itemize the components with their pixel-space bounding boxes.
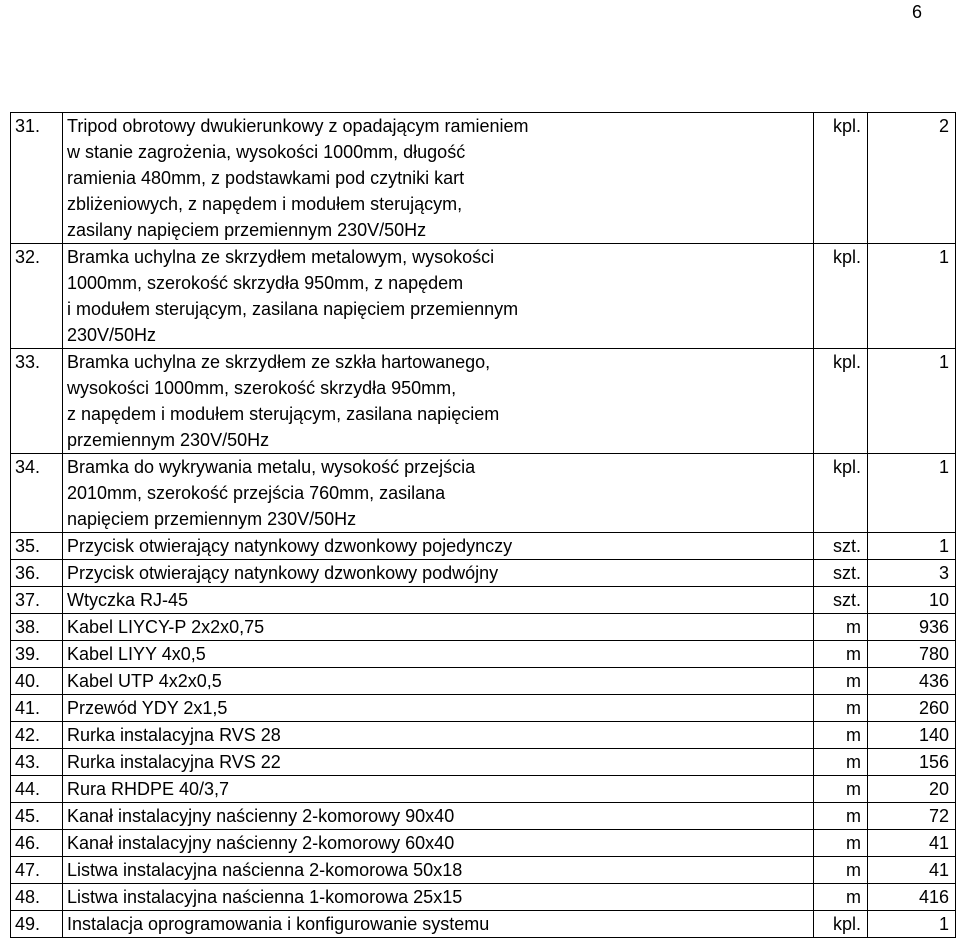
table-row <box>11 113 956 244</box>
items-table <box>10 112 956 938</box>
item-description-text: Kanał instalacyjny naścienny 2-komorowy 90x40 <box>67 806 455 826</box>
item-number-cell <box>11 454 63 533</box>
item-description-cell <box>63 113 814 244</box>
item-description-cell <box>63 749 814 776</box>
item-quantity-text: 436 <box>918 671 949 691</box>
item-number-text: 40. <box>15 671 41 691</box>
item-quantity-cell <box>868 749 956 776</box>
item-quantity-text: 41 <box>928 860 949 880</box>
table-row <box>11 722 956 749</box>
table-row <box>11 349 956 454</box>
item-number-text: 35. <box>15 536 41 556</box>
item-quantity-cell <box>868 244 956 349</box>
item-unit-text: m <box>846 698 861 718</box>
item-description-text: Kabel LIYCY-P 2x2x0,75 <box>67 617 265 637</box>
item-number-cell <box>11 614 63 641</box>
item-unit-text: kpl. <box>832 352 861 372</box>
item-number-text: 45. <box>15 806 41 826</box>
table-row <box>11 614 956 641</box>
table-row <box>11 668 956 695</box>
item-unit-cell <box>814 803 868 830</box>
item-description-text: Kabel LIYY 4x0,5 <box>67 644 206 664</box>
item-description-cell <box>63 641 814 668</box>
item-unit-text: m <box>846 833 861 853</box>
item-unit-cell <box>814 695 868 722</box>
item-unit-text: szt. <box>832 563 861 583</box>
item-number-cell <box>11 749 63 776</box>
item-number-cell <box>11 884 63 911</box>
item-description-text: Listwa instalacyjna naścienna 1-komorowa 25x15 <box>67 887 463 907</box>
item-unit-cell <box>814 776 868 803</box>
items-table-body <box>11 113 956 938</box>
item-description-cell <box>63 454 814 533</box>
item-unit-cell <box>814 830 868 857</box>
item-unit-cell <box>814 349 868 454</box>
item-quantity-text: 416 <box>918 887 949 907</box>
item-description-text: Rurka instalacyjna RVS 22 <box>67 752 281 772</box>
item-unit-cell <box>814 560 868 587</box>
item-quantity-cell <box>868 776 956 803</box>
item-number-text: 31. <box>15 116 41 136</box>
item-description-cell <box>63 244 814 349</box>
item-number-text: 43. <box>15 752 41 772</box>
item-number-cell <box>11 803 63 830</box>
table-row <box>11 776 956 803</box>
item-unit-text: kpl. <box>832 457 861 477</box>
item-description-cell <box>63 668 814 695</box>
item-number-cell <box>11 695 63 722</box>
item-number-cell <box>11 911 63 938</box>
item-unit-text: kpl. <box>832 914 861 934</box>
item-description-cell <box>63 776 814 803</box>
item-number-cell <box>11 776 63 803</box>
item-description-text: Wtyczka RJ-45 <box>67 590 189 610</box>
item-quantity-cell <box>868 113 956 244</box>
item-quantity-text: 20 <box>928 779 949 799</box>
item-unit-text: m <box>846 779 861 799</box>
item-unit-text: kpl. <box>832 116 861 136</box>
item-unit-cell <box>814 668 868 695</box>
item-description-text: Bramka do wykrywania metalu, wysokość przejścia 2010mm, szerokość przejścia 760mm, zasilana napięciem przemiennym 230V/50Hz <box>67 457 476 529</box>
item-number-cell <box>11 668 63 695</box>
table-row <box>11 533 956 560</box>
item-unit-cell <box>814 749 868 776</box>
item-quantity-text: 780 <box>918 644 949 664</box>
item-unit-text: m <box>846 860 861 880</box>
item-description-text: Bramka uchylna ze skrzydłem metalowym, wysokości 1000mm, szerokość skrzydła 950mm, z napędem i modułem sterującym, zasilana napięciem przemiennym 230V/50Hz <box>67 247 519 345</box>
item-quantity-cell <box>868 560 956 587</box>
item-number-text: 46. <box>15 833 41 853</box>
item-unit-cell <box>814 587 868 614</box>
table-row <box>11 454 956 533</box>
item-quantity-text: 156 <box>918 752 949 772</box>
item-unit-text: kpl. <box>832 247 861 267</box>
item-description-cell <box>63 884 814 911</box>
item-number-text: 39. <box>15 644 41 664</box>
item-number-text: 32. <box>15 247 41 267</box>
item-number-cell <box>11 244 63 349</box>
item-number-text: 48. <box>15 887 41 907</box>
item-description-text: Listwa instalacyjna naścienna 2-komorowa 50x18 <box>67 860 463 880</box>
item-quantity-cell <box>868 533 956 560</box>
item-number-cell <box>11 722 63 749</box>
item-unit-cell <box>814 533 868 560</box>
item-description-text: Przycisk otwierający natynkowy dzwonkowy pojedynczy <box>67 536 513 556</box>
item-unit-text: m <box>846 887 861 907</box>
item-quantity-text: 140 <box>918 725 949 745</box>
item-description-text: Przycisk otwierający natynkowy dzwonkowy podwójny <box>67 563 499 583</box>
item-number-cell <box>11 857 63 884</box>
item-quantity-cell <box>868 803 956 830</box>
table-row <box>11 884 956 911</box>
item-description-cell <box>63 857 814 884</box>
item-number-text: 47. <box>15 860 41 880</box>
table-row <box>11 587 956 614</box>
item-description-cell <box>63 830 814 857</box>
table-row <box>11 857 956 884</box>
item-quantity-cell <box>868 587 956 614</box>
item-description-text: Przewód YDY 2x1,5 <box>67 698 228 718</box>
item-unit-text: m <box>846 671 861 691</box>
item-unit-text: szt. <box>832 590 861 610</box>
item-description-cell <box>63 722 814 749</box>
item-description-text: Rurka instalacyjna RVS 28 <box>67 725 281 745</box>
table-row <box>11 641 956 668</box>
item-number-cell <box>11 113 63 244</box>
item-quantity-cell <box>868 884 956 911</box>
item-unit-cell <box>814 857 868 884</box>
table-row <box>11 695 956 722</box>
item-quantity-cell <box>868 668 956 695</box>
item-description-cell <box>63 560 814 587</box>
item-unit-cell <box>814 911 868 938</box>
item-quantity-text: 2 <box>938 116 949 136</box>
item-number-cell <box>11 587 63 614</box>
item-description-text: Kanał instalacyjny naścienny 2-komorowy 60x40 <box>67 833 455 853</box>
item-unit-text: m <box>846 617 861 637</box>
item-quantity-text: 1 <box>938 457 949 477</box>
item-quantity-cell <box>868 830 956 857</box>
item-number-text: 49. <box>15 914 41 934</box>
item-unit-cell <box>814 641 868 668</box>
item-quantity-cell <box>868 349 956 454</box>
item-unit-text: m <box>846 752 861 772</box>
item-number-text: 36. <box>15 563 41 583</box>
item-quantity-text: 1 <box>938 914 949 934</box>
item-quantity-cell <box>868 641 956 668</box>
item-description-text: Kabel UTP 4x2x0,5 <box>67 671 222 691</box>
item-quantity-text: 72 <box>928 806 949 826</box>
table-row <box>11 830 956 857</box>
page-number: 6 <box>911 2 922 22</box>
item-number-text: 42. <box>15 725 41 745</box>
item-quantity-text: 1 <box>938 536 949 556</box>
item-number-cell <box>11 349 63 454</box>
item-number-cell <box>11 641 63 668</box>
item-quantity-cell <box>868 695 956 722</box>
item-unit-cell <box>814 454 868 533</box>
item-unit-cell <box>814 244 868 349</box>
item-number-cell <box>11 560 63 587</box>
item-description-text: Rura RHDPE 40/3,7 <box>67 779 230 799</box>
item-number-cell <box>11 830 63 857</box>
item-number-text: 38. <box>15 617 41 637</box>
item-number-text: 33. <box>15 352 41 372</box>
item-description-text: Bramka uchylna ze skrzydłem ze szkła hartowanego, wysokości 1000mm, szerokość skrzydła 950mm, z napędem i modułem sterującym, zasilana napięciem przemiennym 230V/50Hz <box>67 352 500 450</box>
item-quantity-text: 260 <box>918 698 949 718</box>
item-number-text: 34. <box>15 457 41 477</box>
item-description-cell <box>63 803 814 830</box>
item-quantity-cell <box>868 722 956 749</box>
item-description-cell <box>63 587 814 614</box>
item-quantity-text: 936 <box>918 617 949 637</box>
item-unit-text: m <box>846 644 861 664</box>
item-description-cell <box>63 533 814 560</box>
item-quantity-text: 41 <box>928 833 949 853</box>
item-description-cell <box>63 695 814 722</box>
item-quantity-text: 3 <box>938 563 949 583</box>
item-unit-text: m <box>846 725 861 745</box>
item-number-text: 44. <box>15 779 41 799</box>
item-quantity-cell <box>868 911 956 938</box>
item-description-cell <box>63 614 814 641</box>
item-description-text: Instalacja oprogramowania i konfigurowanie systemu <box>67 914 490 934</box>
item-description-cell <box>63 349 814 454</box>
item-unit-text: szt. <box>832 536 861 556</box>
item-description-text: Tripod obrotowy dwukierunkowy z opadającym ramieniem w stanie zagrożenia, wysokości 1000mm, długość ramienia 480mm, z podstawkami pod czytniki kart zbliżeniowych, z napędem i modułem sterującym, zasilany napięciem przemiennym 230V/50Hz <box>67 116 529 240</box>
item-unit-text: m <box>846 806 861 826</box>
item-quantity-cell <box>868 857 956 884</box>
item-quantity-text: 10 <box>928 590 949 610</box>
item-quantity-cell <box>868 614 956 641</box>
item-unit-cell <box>814 884 868 911</box>
item-unit-cell <box>814 113 868 244</box>
item-number-text: 37. <box>15 590 41 610</box>
table-row <box>11 749 956 776</box>
item-quantity-text: 1 <box>938 352 949 372</box>
item-unit-cell <box>814 614 868 641</box>
item-number-text: 41. <box>15 698 41 718</box>
table-row <box>11 803 956 830</box>
table-row <box>11 560 956 587</box>
item-unit-cell <box>814 722 868 749</box>
item-description-cell <box>63 911 814 938</box>
item-number-cell <box>11 533 63 560</box>
table-row <box>11 244 956 349</box>
table-row <box>11 911 956 938</box>
item-quantity-cell <box>868 454 956 533</box>
item-quantity-text: 1 <box>938 247 949 267</box>
